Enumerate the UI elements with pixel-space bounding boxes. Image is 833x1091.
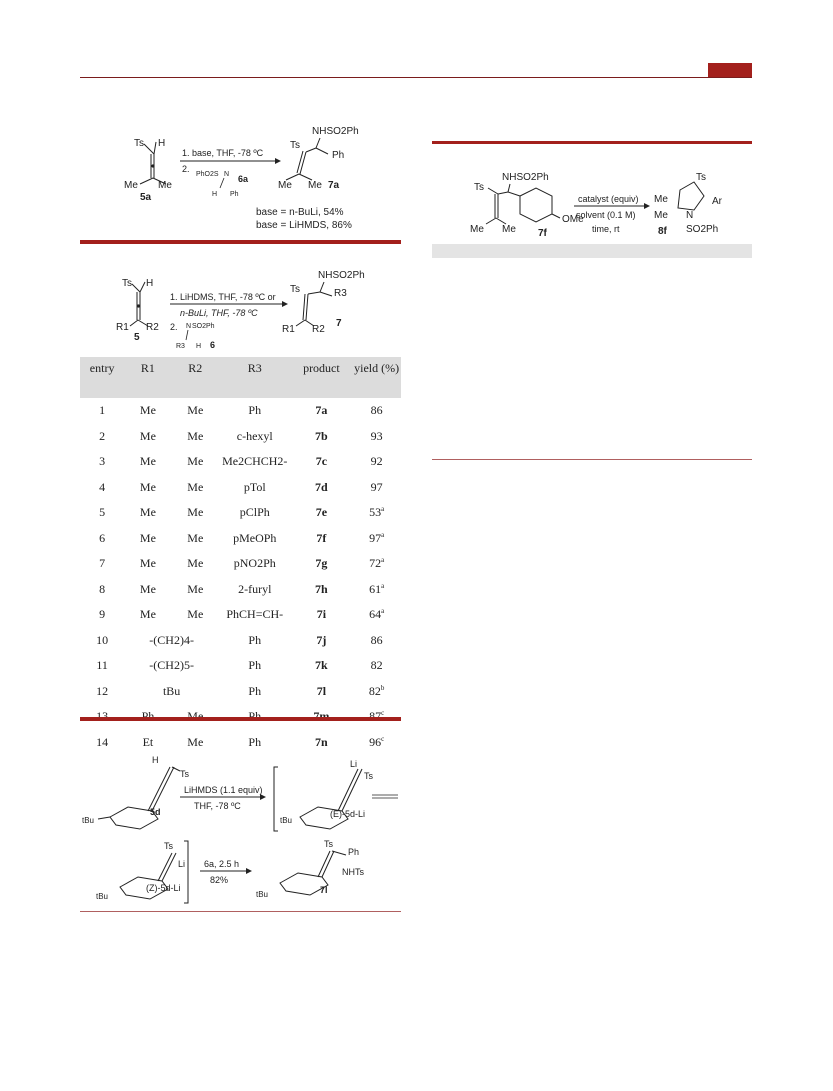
header-entry: entry [80,357,124,398]
scheme-1 [100,118,400,236]
imine-label: 6a [238,174,249,184]
cell-product: 7k [315,658,328,673]
cell-entry: 9 [99,607,106,622]
s4-p-ar: Ar [712,196,722,207]
imine-so2: SO2Ph [192,323,215,330]
cell-r3: Ph [248,734,262,749]
cell-entry: 3 [99,454,106,469]
z-li: Li [178,859,186,869]
s4-cond-3: time, rt [592,224,620,234]
imine-r3: R3 [176,343,185,350]
prod-ts: Ts [290,284,300,295]
product-ts: Ts [290,140,300,151]
prod-r2: R2 [312,324,325,335]
e-li: Li [350,759,358,769]
cell-r2: Me [187,530,204,545]
imine-ph: Ph [230,191,239,198]
sm-r2: R2 [146,322,159,333]
s4-ome: OMe [562,214,584,225]
cell-product: 7f [316,530,327,545]
cell-yield: 97$^a$ [369,530,385,545]
table-row [80,577,401,603]
section-bar-right [432,141,752,144]
cond-2: n-BuLi, THF, -78 ºC [180,308,258,318]
prod-nh: NHSO2Ph [318,270,365,281]
s4-cond-1: catalyst (equiv) [578,194,639,204]
header-r1: R1 [124,357,171,398]
sm-me1: Me [124,180,138,191]
imine-h: H [196,343,202,350]
cell-r3: 2-furyl [238,581,272,596]
cell-r1: Me [139,607,156,622]
cell-r3: Ph [248,683,262,698]
5d-label: 5d [150,807,161,817]
sm-compound-label: 5a [140,192,152,203]
cell-yield: 61$^a$ [369,581,385,596]
cell-yield: 97 [370,479,383,494]
cell-yield: 72$^a$ [369,556,385,571]
table-header-band-right [432,244,752,258]
cond-thf: THF, -78 ºC [194,801,241,811]
z-ts: Ts [164,841,173,851]
cell-product: 7c [315,454,328,469]
sm-me2: Me [158,180,172,191]
cell-r2: Me [187,607,204,622]
imine-n: N [224,171,230,178]
cell-r3: pClPh [239,505,270,520]
7l-ph: Ph [348,847,360,857]
s4-p-label: 8f [658,226,667,237]
cell-r2: Me [187,403,204,418]
s4-me2: Me [502,224,516,235]
section-bar-1 [80,240,401,244]
7l-nhts: NHTs [342,867,364,877]
cond-6a: 6a, 2.5 h [204,859,240,869]
s4-p-me1: Me [654,194,668,205]
s4-p-me2: Me [654,210,668,221]
header-rule [80,77,752,78]
table-row [80,730,401,756]
7l-ts: Ts [324,839,333,849]
7l-label: 7l [320,885,328,895]
cell-r1: -(CH2)5- [149,658,194,673]
e-ts: Ts [364,771,373,781]
cell-r2: Me [187,581,204,596]
cell-r1: -(CH2)4- [149,632,194,647]
table-row [80,526,401,552]
cell-r2: Me [187,734,204,749]
prod-label: 7 [336,318,342,329]
s4-nh: NHSO2Ph [502,172,549,183]
sm-ts: Ts [122,278,132,289]
s4-p-ts: Ts [696,172,706,183]
scheme-2 [100,266,400,356]
results-table [80,357,401,755]
table-row [80,628,401,654]
cell-entry: 12 [96,683,109,698]
imine-n: N [186,323,192,330]
imine-label: 6 [210,340,216,350]
cell-entry: 6 [99,530,106,545]
scheme-3 [80,755,401,915]
cell-yield: 86 [370,632,383,647]
table-header-row [80,357,401,398]
s4-p-n: N [686,210,694,221]
table-row [80,449,401,475]
condition-1: 1. base, THF, -78 ºC [182,148,264,158]
cell-yield: 93 [370,428,383,443]
imine-h: H [212,191,218,198]
cell-entry: 8 [99,581,106,596]
product-label: 7a [328,180,340,191]
cell-r1: Me [139,454,156,469]
cell-r3: PhCH=CH- [226,607,284,622]
cell-product: 7i [316,607,327,622]
cell-r1: Me [139,530,156,545]
s4-label: 7f [538,228,547,239]
right-bottom-rule [432,459,752,460]
sm-ts-label: Ts [134,138,144,149]
5d-h: H [152,755,159,765]
sm-r1: R1 [116,322,129,333]
product-nh: NHSO2Ph [312,126,359,137]
cell-r3: Ph [248,658,262,673]
cell-yield: 82$^b$ [368,683,385,698]
cell-r3: pNO2Ph [233,556,276,571]
table-row [80,679,401,705]
s4-ts: Ts [474,182,484,193]
scheme-4 [432,160,752,246]
header-r3: R3 [219,357,291,398]
s4-me1: Me [470,224,484,235]
cell-entry: 2 [99,428,106,443]
section-bar-2 [80,717,401,721]
header-r2: R2 [172,357,219,398]
cond-1: 1. LiHDMS, THF, -78 ºC or [170,292,276,302]
cell-r1: Me [139,428,156,443]
cell-yield: 86 [370,403,383,418]
z-label: (Z)-5d-Li [146,883,181,893]
cell-product: 7g [315,556,328,571]
prod-r1: R1 [282,324,295,335]
table-row [80,424,401,450]
cell-yield: 96$^c$ [369,734,385,749]
sm-h: H [146,278,154,289]
cell-entry: 4 [99,479,106,494]
cell-r1: Me [139,403,156,418]
cell-r2: Me [187,428,204,443]
cell-product: 7b [315,428,328,443]
table-row [80,475,401,501]
cell-r1: Me [139,581,156,596]
cell-yield: 53$^a$ [369,505,385,520]
s4-p-so2: SO2Ph [686,224,719,235]
cell-entry: 11 [96,658,108,673]
cell-r3: Ph [248,403,262,418]
header-yield: yield (%) [352,357,401,398]
cell-yield: 64$^a$ [369,607,385,622]
header-product: product [291,357,353,398]
cond-lihmds: LiHMDS (1.1 equiv) [184,785,263,795]
cell-r1: Me [139,479,156,494]
cell-r2: Me [187,454,204,469]
table-row [80,398,401,424]
z-tbu: tBu [96,892,109,901]
condition-2: 2. [182,164,190,174]
cell-entry: 5 [99,505,106,520]
cell-entry: 1 [99,403,106,418]
cell-yield: 82 [370,658,383,673]
compound-5d [82,755,190,829]
cell-product: 7d [315,479,328,494]
product-ph: Ph [332,150,345,161]
cell-r2: Me [187,505,204,520]
cond-3: 2. [170,322,178,332]
table-row [80,602,401,628]
compound-e-5d-li [280,759,374,829]
cell-entry: 7 [99,556,106,571]
yield-line-2: base = LiHMDS, 86% [256,220,352,231]
prod-r3: R3 [334,288,347,299]
page-number-tab [708,63,752,77]
cell-entry: 14 [96,734,109,749]
sm-h-label: H [158,138,166,149]
sm-label: 5 [134,332,140,343]
s4-cond-2: solvent (0.1 M) [576,210,636,220]
cell-product: 7e [315,505,328,520]
table-row [80,500,401,526]
cell-r3: Me2CHCH2- [222,454,288,469]
cell-r3: pMeOPh [233,530,277,545]
5d-tbu: tBu [82,816,95,825]
cell-yield: c [381,709,385,718]
e-label: (E)-5d-Li [330,809,366,819]
cell-r3: c-hexyl [236,428,273,443]
cell-r2: Me [187,556,204,571]
cell-entry: 10 [96,632,109,647]
scheme-3-bottom-rule [80,911,401,912]
table-row [80,653,401,679]
cell-r2: Me [187,479,204,494]
cell-product: 7h [315,581,328,596]
cell-yield: 92 [370,454,383,469]
cell-r1: Et [142,734,154,749]
yield-line-1: base = n-BuLi, 54% [256,207,344,218]
product-me1: Me [278,180,292,191]
imine-top: PhO2S [196,171,219,178]
e-tbu: tBu [280,816,293,825]
cell-r1: tBu [162,683,181,698]
cell-product: 7j [316,632,327,647]
table-row [80,551,401,577]
5d-ts: Ts [180,769,189,779]
cell-product: 7n [315,734,328,749]
7l-tbu: tBu [256,890,269,899]
cell-product: 7a [315,403,328,418]
cell-r1: Me [139,556,156,571]
compound-7l [256,839,364,899]
product-me2: Me [308,180,322,191]
cond-82: 82% [210,875,229,885]
cell-product: 7l [316,683,327,698]
cell-r1: Me [139,505,156,520]
cell-r3: pTol [243,479,266,494]
cell-r3: Ph [248,632,262,647]
compound-z-5d-li [96,841,185,901]
